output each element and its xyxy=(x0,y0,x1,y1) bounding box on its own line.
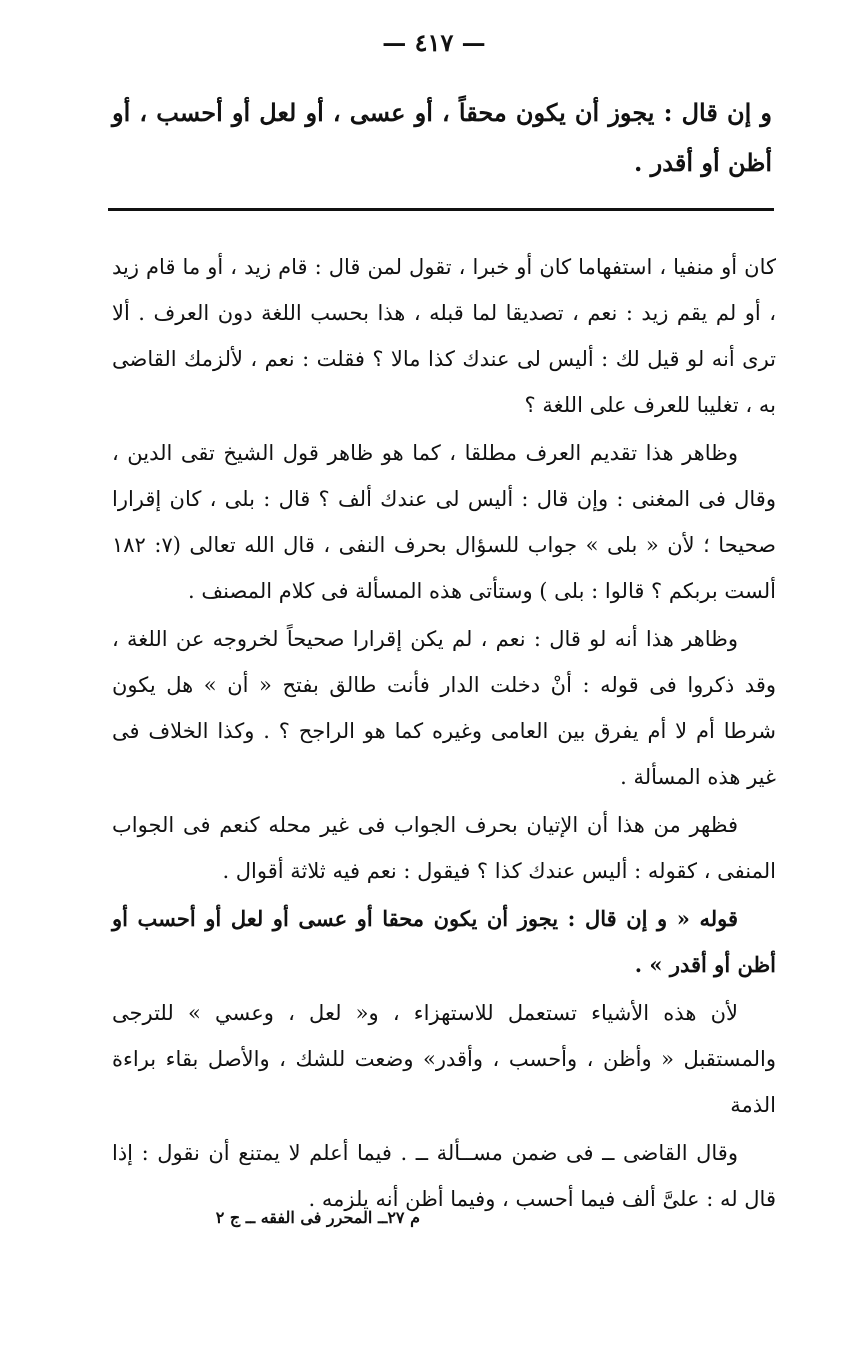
commentary-paragraph-3: وظاهر هذا أنه لو قال : نعم ، لم يكن إقرارا صحيحاً لخروجه عن اللغة ، وقد ذكروا فى قوله : أنْ دخلت الدار فأنت طالق بفتح « أن » هل يكون شرطا أم لا أم يفرق بين العامى وغيره كما هو الراجح ؟ . وكذا الخلاف فى غير هذه المسألة . xyxy=(112,627,776,789)
main-text: و إن قال : يجوز أن يكون محقاً ، أو عسى ، أو لعل أو أحسب ، أو أظن أو أقدر . xyxy=(112,98,772,177)
commentary-paragraph-1: كان أو منفيا ، استفهاما كان أو خبرا ، تقول لمن قال : قام زيد ، أو ما قام زيد ، أو لم يقم زيد : نعم ، تصديقا لما قبله ، هذا بحسب اللغة دون العرف . ألا ترى أنه لو قيل لك : أليس لى عندك كذا مالا ؟ فقلت : نعم ، لألزمك القاضى به ، تغليبا للعرف على اللغة ؟ xyxy=(112,255,776,417)
commentary-paragraph-4: فظهر من هذا أن الإتيان بحرف الجواب فى غير محله كنعم فى الجواب المنفى ، كقوله : أليس عندك كذا ؟ فيقول : نعم فيه ثلاثة أقوال . xyxy=(112,813,776,883)
footer-signature: م ٢٧ــ المحرر فى الفقه ــ ج ٢ xyxy=(215,1208,420,1227)
separator-rule xyxy=(108,208,774,211)
page-number: — ٤١٧ — xyxy=(382,28,486,57)
commentary-paragraph-5: لأن هذه الأشياء تستعمل للاستهزاء ، و« لعل ، وعسي » للترجى والمستقبل « وأظن ، وأحسب ، وأقدر» وضعت للشك ، والأصل بقاء براءة الذمة xyxy=(112,1001,776,1117)
commentary-paragraph-6: وقال القاضى ــ فى ضمن مســألة ــ . فيما أعلم لا يمتنع أن نقول : إذا قال له : علىَّ ألف فيما أحسب ، وفيما أظن أنه يلزمه . xyxy=(112,1141,776,1211)
commentary-paragraph-2: وظاهر هذا تقديم العرف مطلقا ، كما هو ظاهر قول الشيخ تقى الدين ، وقال فى المغنى : وإن قال : أليس لى عندك ألف ؟ قال : بلى ، كان إقرارا صحيحا ؛ لأن « بلى » جواب للسؤال بحرف النفى ، قال الله تعالى (٧: ١٨٢ ألست بربكم ؟ قالوا : بلى ) وستأتى هذه المسألة فى كلام المصنف . xyxy=(112,441,776,603)
quoted-text-lead: قوله « و إن قال : يجوز أن يكون محقا أو عسى أو لعل أو أحسب أو أظن أو أقدر » . xyxy=(112,906,776,977)
commentary xyxy=(112,244,776,1224)
